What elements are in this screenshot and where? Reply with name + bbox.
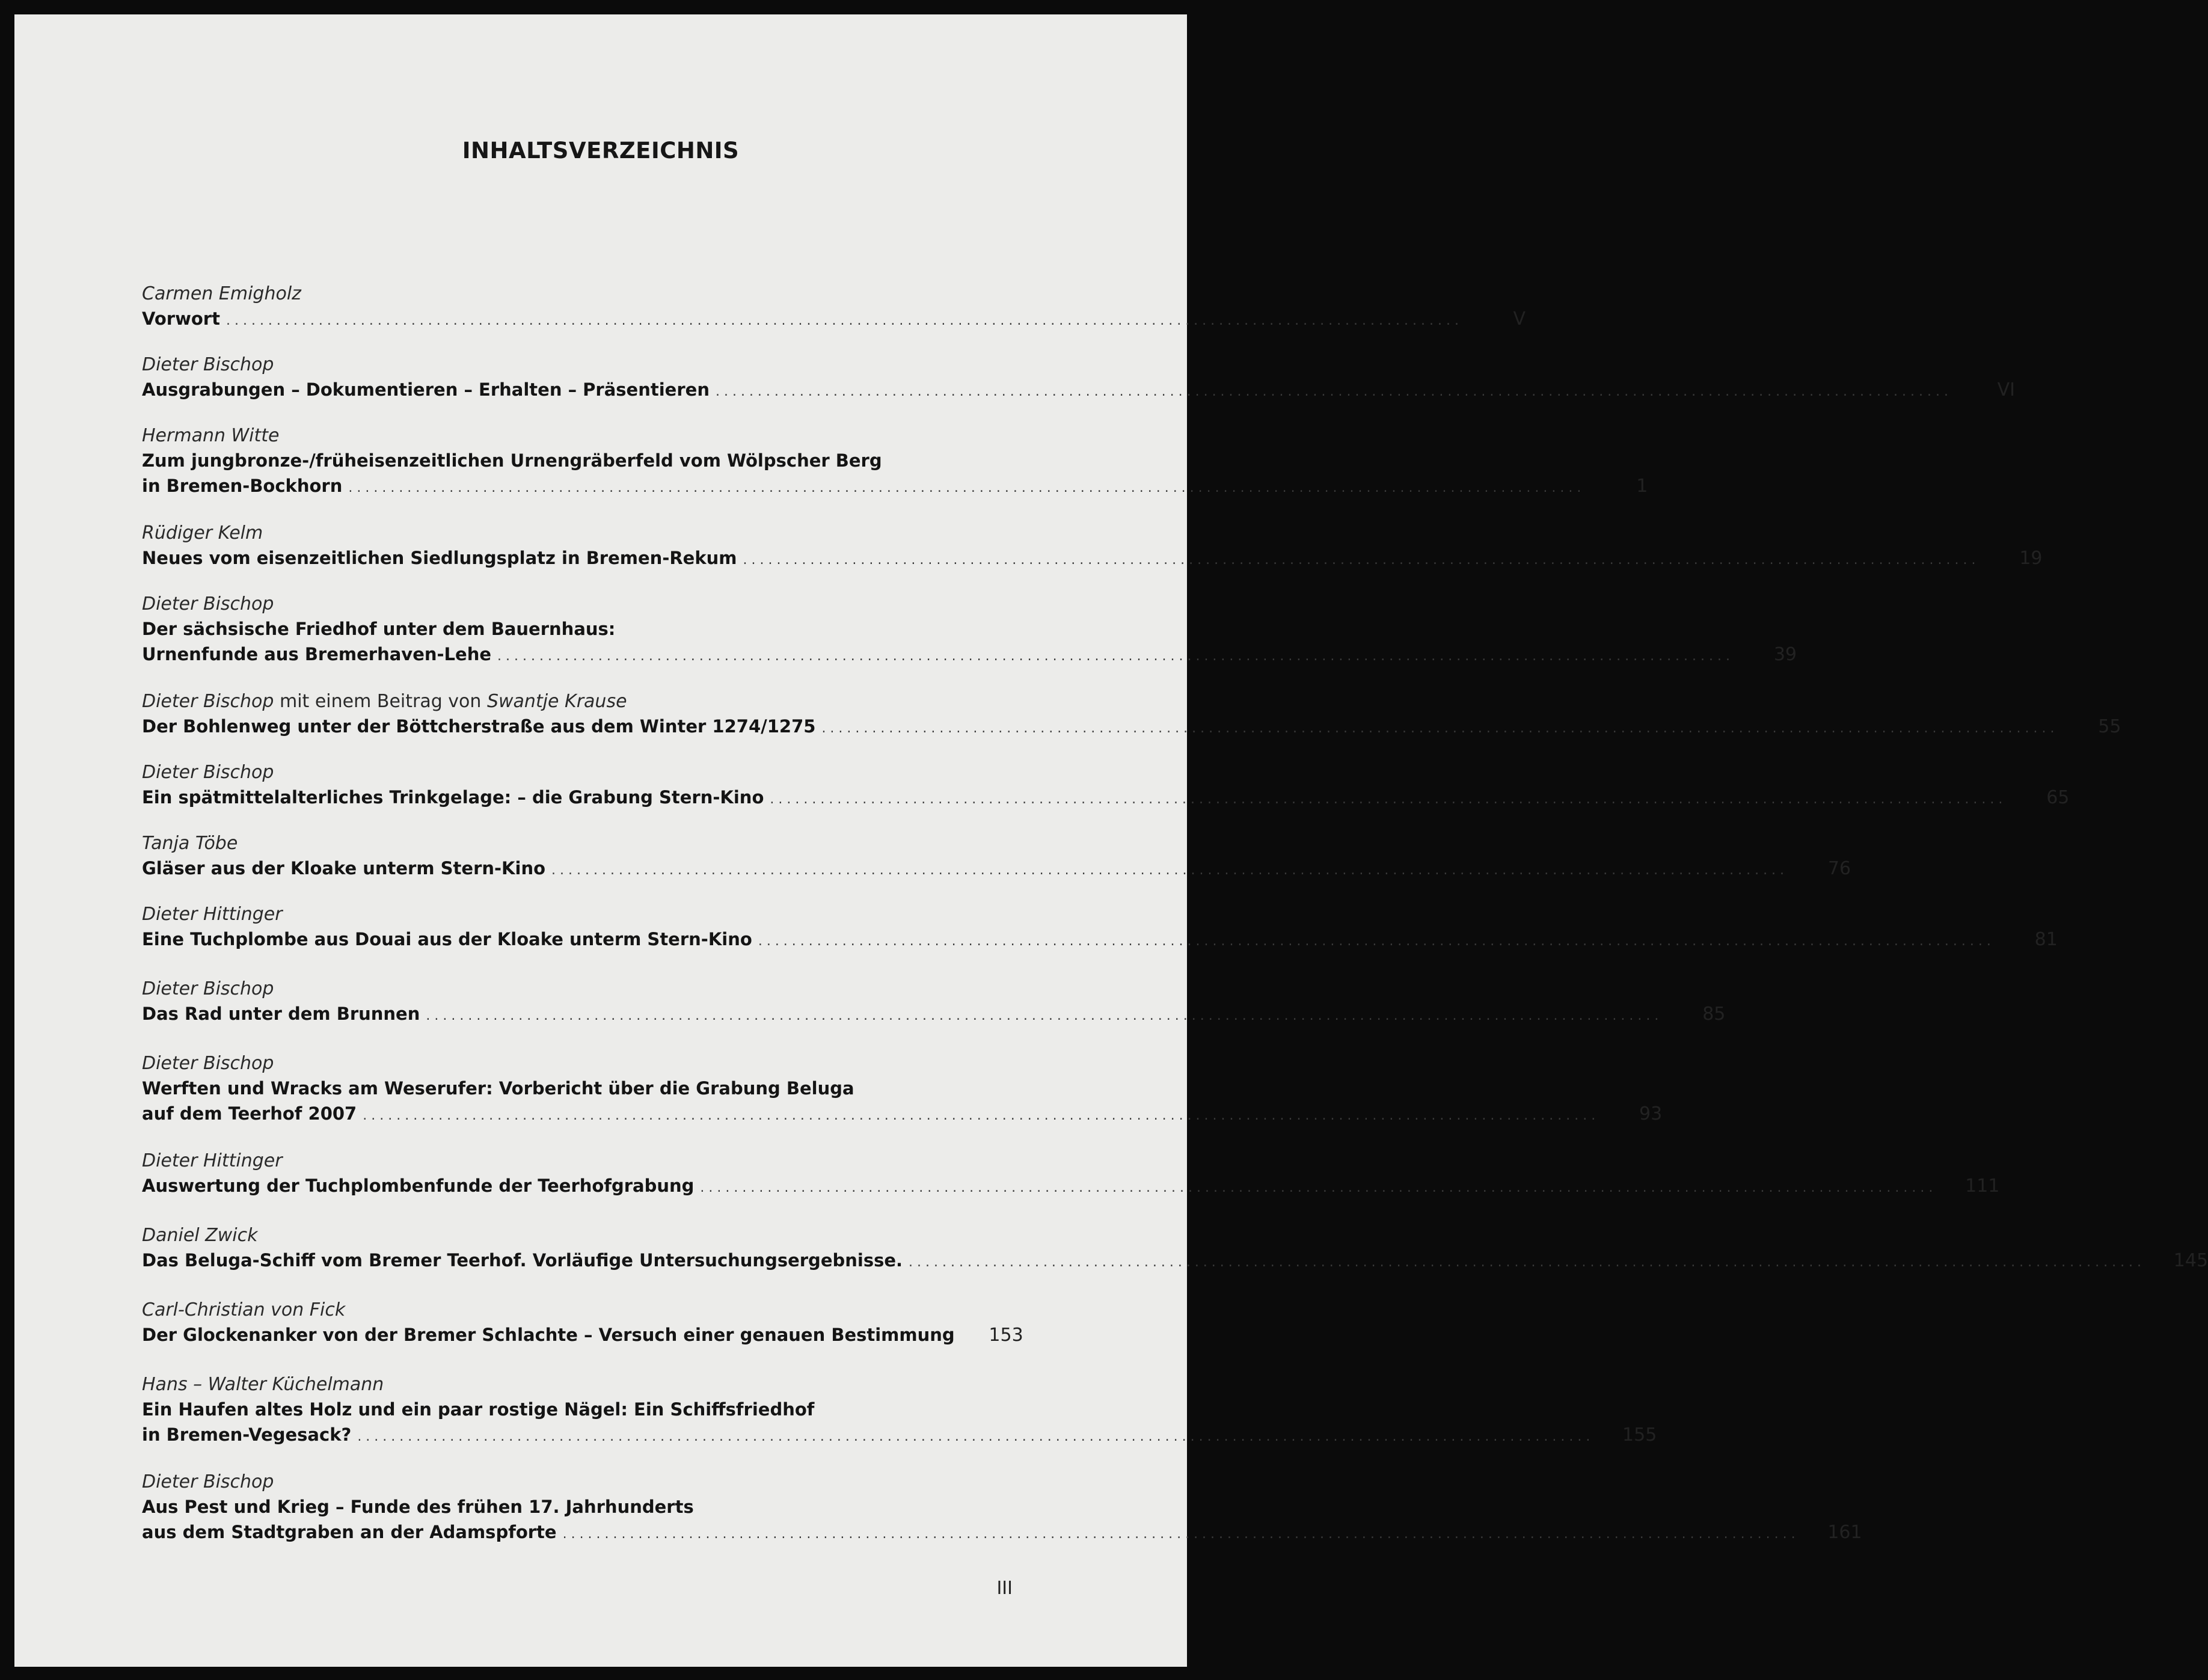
entry-title-line[interactable] (142, 377, 2015, 405)
entry-title-line[interactable] (142, 1422, 1657, 1450)
dot-leader: ................................................................................................................................................... (348, 480, 1586, 495)
entry-title-line[interactable] (142, 1076, 1002, 1101)
entry-author-primary: Dieter Bischop (142, 691, 274, 712)
entry-title-line[interactable] (142, 927, 2058, 954)
entry-title: Ein Haufen altes Holz und ein paar rostige Nägel: Ein Schiffsfriedhof (142, 1399, 815, 1420)
dot-leader: ................................................................................................................................................... (821, 721, 2059, 736)
toc-entry (142, 1149, 2000, 1224)
entry-title-line[interactable] (142, 1494, 1002, 1519)
dot-leader: ................................................................................................................................................... (225, 313, 1463, 328)
entry-title-line[interactable] (142, 306, 1526, 334)
entry-author: Carl-Christian von Fick (142, 1299, 346, 1320)
dot-leader: ................................................................................................................................................... (758, 934, 1995, 949)
entry-title-line[interactable] (142, 616, 1002, 642)
entry-title: Das Rad unter dem Brunnen (142, 1004, 420, 1024)
toc-entry (142, 1373, 1657, 1470)
toc-entry (142, 761, 2070, 832)
page-sheet (14, 14, 2208, 1667)
entry-author: Hermann Witte (142, 425, 280, 446)
entry-title: Vorwort (142, 308, 220, 329)
page-title: INHALTSVERZEICHNIS (462, 138, 740, 164)
entry-title-continued: aus dem Stadtgraben an der Adamspforte (142, 1522, 557, 1542)
entry-page-number: 81 (2034, 929, 2058, 950)
entry-title-line[interactable] (142, 714, 2121, 741)
toc-entry (142, 977, 1726, 1052)
entry-title-line[interactable] (142, 448, 1002, 473)
toc-entry (142, 1470, 1862, 1568)
entry-title-line[interactable] (142, 642, 1797, 669)
toc-entry (142, 592, 1797, 690)
entry-title-continued: in Bremen-Bockhorn (142, 476, 343, 496)
toc-entry (142, 1298, 1023, 1373)
entry-title-line[interactable] (142, 1397, 1002, 1422)
entry-title-line[interactable] (142, 856, 1851, 883)
entry-author: Dieter Bischop (142, 1053, 274, 1074)
entry-title-line[interactable] (142, 1101, 1663, 1129)
entry-author: Hans – Walter Küchelmann (142, 1374, 384, 1395)
entry-page-number: 111 (1965, 1176, 2000, 1197)
entry-author: Dieter Bischop (142, 978, 274, 999)
entry-author: Rüdiger Kelm (142, 523, 263, 544)
entry-title: Ausgrabungen – Dokumentieren – Erhalten – Präsentieren (142, 379, 710, 400)
entry-title: Auswertung der Tuchplombenfunde der Teerhofgrabung (142, 1176, 695, 1196)
entry-page-number: 145 (2173, 1250, 2208, 1271)
toc-entry (142, 424, 1648, 521)
dot-leader: ................................................................................................................................................... (497, 649, 1735, 664)
entry-page-number: 93 (1639, 1103, 1663, 1124)
entry-title-line[interactable] (142, 1173, 2000, 1201)
dot-leader: ................................................................................................................................................... (909, 1255, 2146, 1270)
entry-title: Ein spätmittelalterliches Trinkgelage: – die Grabung Stern-Kino (142, 787, 764, 808)
dot-leader: ................................................................................................................................................... (426, 1008, 1663, 1023)
entry-title: Das Beluga-Schiff vom Bremer Teerhof. Vorläufige Untersuchungsergebnisse. (142, 1250, 903, 1271)
entry-title: Der Glockenanker von der Bremer Schlachte – Versuch einer genauen Bestimmung (142, 1325, 955, 1345)
dot-leader: ................................................................................................................................................... (357, 1429, 1595, 1444)
entry-author: Daniel Zwick (142, 1225, 258, 1246)
entry-title: Der sächsische Friedhof unter dem Bauernhaus: (142, 619, 616, 639)
entry-author: Dieter Bischop (142, 354, 274, 375)
entry-page-number: 76 (1827, 858, 1851, 879)
entry-title-line[interactable] (142, 473, 1648, 501)
dot-leader: ................................................................................................................................................... (551, 863, 1789, 878)
entry-page-number: 155 (1622, 1424, 1657, 1445)
toc-entry (142, 690, 2121, 761)
entry-author: Tanja Töbe (142, 833, 238, 854)
entry-page-number: 19 (2019, 548, 2043, 569)
dot-leader: ................................................................................................................................................... (715, 384, 1952, 399)
entry-title-line[interactable] (142, 545, 2043, 573)
toc-entry (142, 282, 1526, 353)
dot-leader: ................................................................................................................................................... (562, 1527, 1800, 1542)
entry-page-number: 85 (1702, 1004, 1726, 1025)
entry-title: Werften und Wracks am Weserufer: Vorbericht über die Grabung Beluga (142, 1078, 854, 1099)
entry-title: Gläser aus der Kloake unterm Stern-Kino (142, 858, 546, 878)
entry-page-number: V (1513, 308, 1526, 330)
entry-author-secondary: Swantje Krause (486, 691, 627, 712)
entry-title: Eine Tuchplombe aus Douai aus der Kloake unterm Stern-Kino (142, 929, 752, 949)
entry-author: Carmen Emigholz (142, 283, 301, 304)
entry-title: Aus Pest und Krieg – Funde des frühen 17. Jahrhunderts (142, 1497, 694, 1517)
entry-author: Dieter Bischop (142, 762, 274, 783)
toc-entry (142, 903, 2058, 977)
entry-author: Dieter Bischop (142, 1471, 274, 1492)
entry-author: Dieter Bischop (142, 593, 274, 615)
dot-leader: ................................................................................................................................................... (770, 792, 2007, 807)
page-folio: III (996, 1578, 1013, 1599)
dot-leader: ................................................................................................................................................... (743, 553, 1980, 568)
toc-entry (142, 353, 2015, 424)
entry-page-number: 161 (1827, 1522, 1862, 1543)
entry-title-line[interactable] (142, 1519, 1862, 1547)
toc-entry (142, 1052, 1663, 1149)
dot-leader: ................................................................................................................................................... (363, 1108, 1600, 1123)
entry-author: Dieter Hittinger (142, 1150, 283, 1171)
dot-leader: ................................................................................................................................................... (700, 1180, 1937, 1195)
entry-title: Neues vom eisenzeitlichen Siedlungsplatz in Bremen-Rekum (142, 548, 737, 568)
entry-page-number: 1 (1636, 476, 1648, 497)
toc-entry (142, 1224, 2208, 1298)
entry-title: Zum jungbronze-/früheisenzeitlichen Urnengräberfeld vom Wölpscher Berg (142, 450, 882, 471)
entry-page-number: 65 (2046, 787, 2070, 808)
entry-page-number: VI (1997, 379, 2015, 400)
entry-author (142, 690, 1002, 714)
entry-author-connector: mit einem Beitrag von (279, 691, 482, 712)
entry-title-line[interactable] (142, 1001, 1726, 1029)
entry-title-continued: in Bremen-Vegesack? (142, 1424, 352, 1445)
entry-title-line[interactable] (142, 1322, 1023, 1350)
entry-author: Dieter Hittinger (142, 904, 283, 925)
entry-title-line[interactable] (142, 785, 2070, 812)
entry-title-continued: auf dem Teerhof 2007 (142, 1103, 357, 1124)
entry-title-line[interactable] (142, 1248, 2208, 1275)
entry-page-number: 153 (989, 1325, 1023, 1346)
entry-page-number: 39 (1773, 644, 1797, 665)
entry-title: Der Bohlenweg unter der Böttcherstraße aus dem Winter 1274/1275 (142, 716, 816, 737)
table-of-contents (142, 282, 2208, 1568)
entry-title-continued: Urnenfunde aus Bremerhaven-Lehe (142, 644, 492, 664)
toc-entry (142, 832, 1851, 903)
entry-page-number: 55 (2098, 716, 2121, 737)
toc-entry (142, 521, 2043, 592)
